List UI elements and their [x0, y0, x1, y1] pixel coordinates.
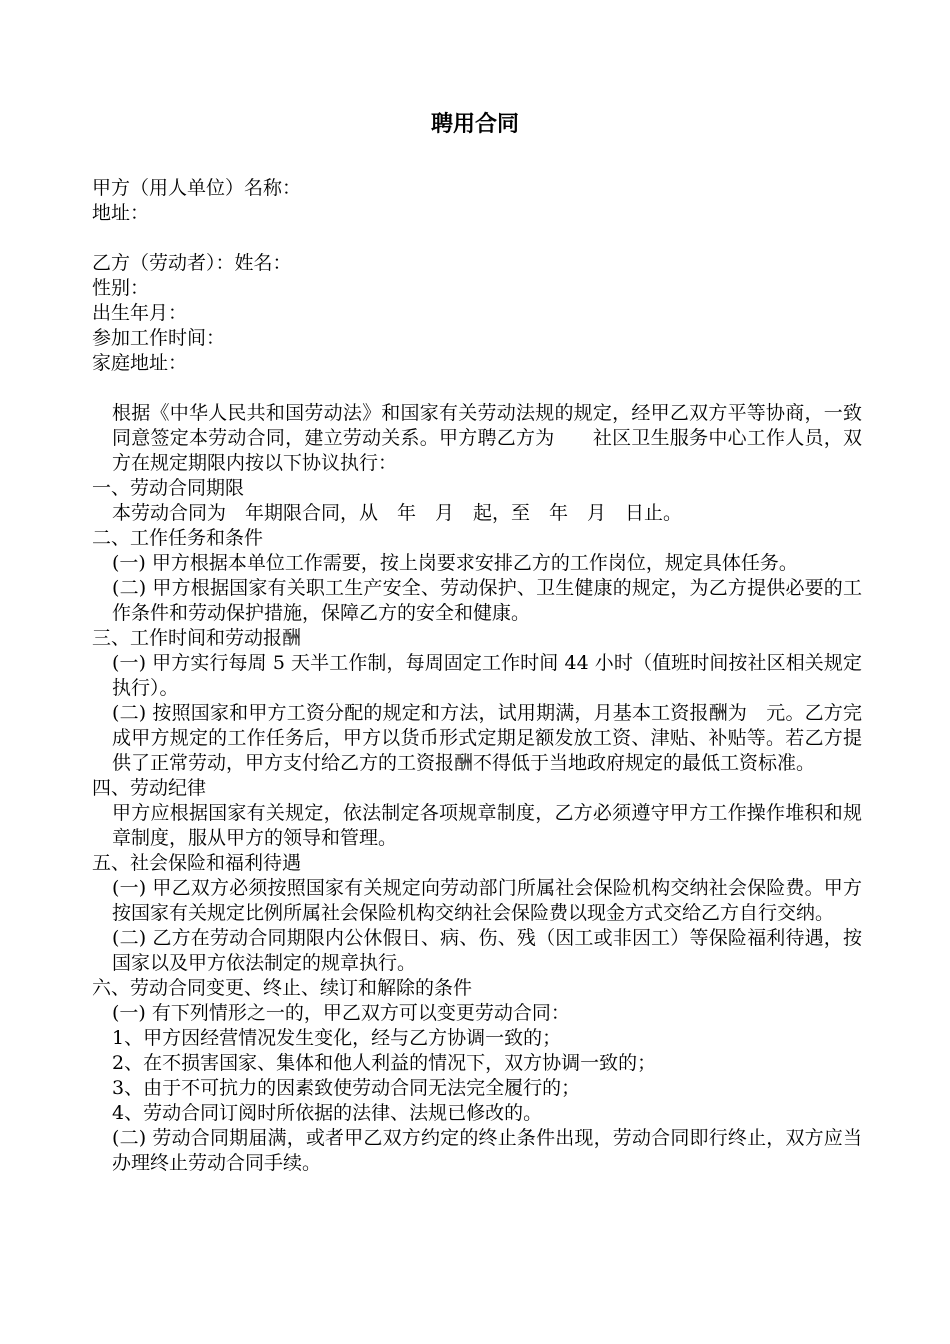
party-b-home-address-label: 家庭地址： [92, 352, 188, 374]
document-title: 聘用合同 [430, 112, 519, 137]
section-heading: 六、劳动合同变更、终止、续订和解除的条件 [92, 977, 473, 999]
section-paragraph: (一) 甲方实行每周 5 天半工作制，每周固定工作时间 44 小时（值班时间按社区相关规定执行）。 [112, 652, 862, 699]
section-paragraph: 本劳动合同为 年期限合同，从 年 月 起，至 年 月 日止。 [112, 502, 683, 524]
section-heading: 三、工作时间和劳动报酬 [92, 627, 302, 649]
section-paragraph: (二) 按照国家和甲方工资分配的规定和方法，试用期满，月基本工资报酬为 元。乙方完成甲方规定的工作任务后，甲方以货币形式定期足额发放工资、津贴、补贴等。若乙方提供了正常劳动，甲方支付给乙方的工资报酬不得低于当地政府规定的最低工资标准。 [112, 702, 862, 774]
section-paragraph: (一) 甲方根据本单位工作需要，按上岗要求安排乙方的工作岗位，规定具体任务。 [112, 552, 798, 574]
section-paragraph: (二) 乙方在劳动合同期限内公休假日、病、伤、残（因工或非因工）等保险福利待遇，按国家以及甲方依法制定的规章执行。 [112, 927, 862, 974]
party-a-name-label: 甲方（用人单位）名称： [92, 177, 302, 199]
list-item: 1、甲方因经营情况发生变化，经与乙方协调一致的； [112, 1027, 562, 1049]
party-b-name-label: 乙方（劳动者）：姓名： [92, 252, 292, 274]
list-item: 4、劳动合同订阅时所依据的法律、法规已修改的。 [112, 1102, 543, 1124]
party-b-gender-label: 性别： [92, 277, 150, 299]
section-heading: 一、劳动合同期限 [92, 477, 245, 499]
intro-paragraph: 根据《中华人民共和国劳动法》和国家有关劳动法规的规定，经甲乙双方平等协商，一致同意签定本劳动合同，建立劳动关系。甲方聘乙方为 社区卫生服务中心工作人员，双方在规定期限内按以下协议执行： [112, 402, 862, 474]
spacer [92, 376, 862, 401]
section-paragraph: 甲方应根据国家有关规定，依法制定各项规章制度，乙方必须遵守甲方工作操作堆积和规章制度，服从甲方的领导和管理。 [112, 802, 862, 849]
document-body [92, 176, 862, 1176]
party-a-address-label: 地址： [92, 202, 150, 224]
section-heading: 二、工作任务和条件 [92, 527, 264, 549]
section-paragraph: (一) 有下列情形之一的，甲乙双方可以变更劳动合同： [112, 1002, 570, 1024]
party-b-work-start-label: 参加工作时间： [92, 327, 226, 349]
section-paragraph: (二) 劳动合同期届满，或者甲乙双方约定的终止条件出现，劳动合同即行终止，双方应当办理终止劳动合同手续。 [112, 1127, 862, 1174]
section-paragraph: (一) 甲乙双方必须按照国家有关规定向劳动部门所属社会保险机构交纳社会保险费。甲方按国家有关规定比例所属社会保险机构交纳社会保险费以现金方式交给乙方自行交纳。 [112, 877, 862, 924]
spacer [92, 226, 862, 251]
section-heading: 四、劳动纪律 [92, 777, 207, 799]
list-item: 3、由于不可抗力的因素致使劳动合同无法完全履行的； [112, 1077, 581, 1099]
section-paragraph: (二) 甲方根据国家有关职工生产安全、劳动保护、卫生健康的规定，为乙方提供必要的工作条件和劳动保护措施，保障乙方的安全和健康。 [112, 577, 862, 624]
section-heading: 五、社会保险和福利待遇 [92, 852, 302, 874]
list-item: 2、在不损害国家、集体和他人利益的情况下，双方协调一致的； [112, 1052, 657, 1074]
party-b-birth-label: 出生年月： [92, 302, 188, 324]
